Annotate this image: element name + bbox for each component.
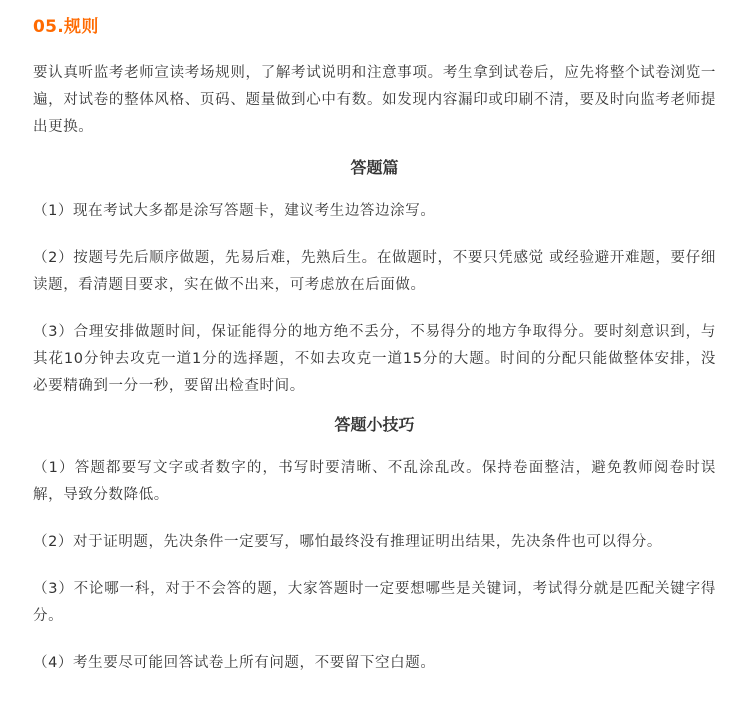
answering-heading: 答题篇 bbox=[350, 158, 399, 177]
tips-item-1: （1）答题都要写文字或者数字的，书写时要清晰、不乱涂乱改。保持卷面整洁，避免教师阅卷时误解，导致分数降低。 bbox=[33, 460, 716, 503]
tips-item-4: （4）考生要尽可能回答试卷上所有问题，不要留下空白题。 bbox=[33, 655, 436, 671]
answering-item-1: （1）现在考试大多都是涂写答题卡，建议考生边答边涂写。 bbox=[33, 203, 436, 219]
tips-item-2: （2）对于证明题，先决条件一定要写，哪怕最终没有推理证明出结果，先决条件也可以得分。 bbox=[33, 534, 662, 550]
answering-item-3: （3）合理安排做题时间，保证能得分的地方绝不丢分，不易得分的地方争取得分。要时刻意识到，与其花10分钟去攻克一道1分的选择题，不如去攻克一道15分的大题。时间的分配只能做整体安排，没必要精确到一分一秒，要留出检查时间。 bbox=[33, 324, 716, 394]
tips-heading: 答题小技巧 bbox=[334, 415, 415, 434]
section-title: 05.规则 bbox=[33, 17, 99, 37]
tips-item-3: （3）不论哪一科，对于不会答的题，大家答题时一定要想哪些是关键词，考试得分就是匹配关键字得分。 bbox=[33, 581, 716, 624]
answering-item-2: （2）按题号先后顺序做题，先易后难，先熟后生。在做题时，不要只凭感觉 或经验避开难题，要仔细读题，看清题目要求，实在做不出来，可考虑放在后面做。 bbox=[33, 250, 716, 293]
intro-paragraph: 要认真听监考老师宣读考场规则，了解考试说明和注意事项。考生拿到试卷后，应先将整个试卷浏览一遍，对试卷的整体风格、页码、题量做到心中有数。如发现内容漏印或印刷不清，要及时向监考老师提出更换。 bbox=[33, 65, 716, 135]
